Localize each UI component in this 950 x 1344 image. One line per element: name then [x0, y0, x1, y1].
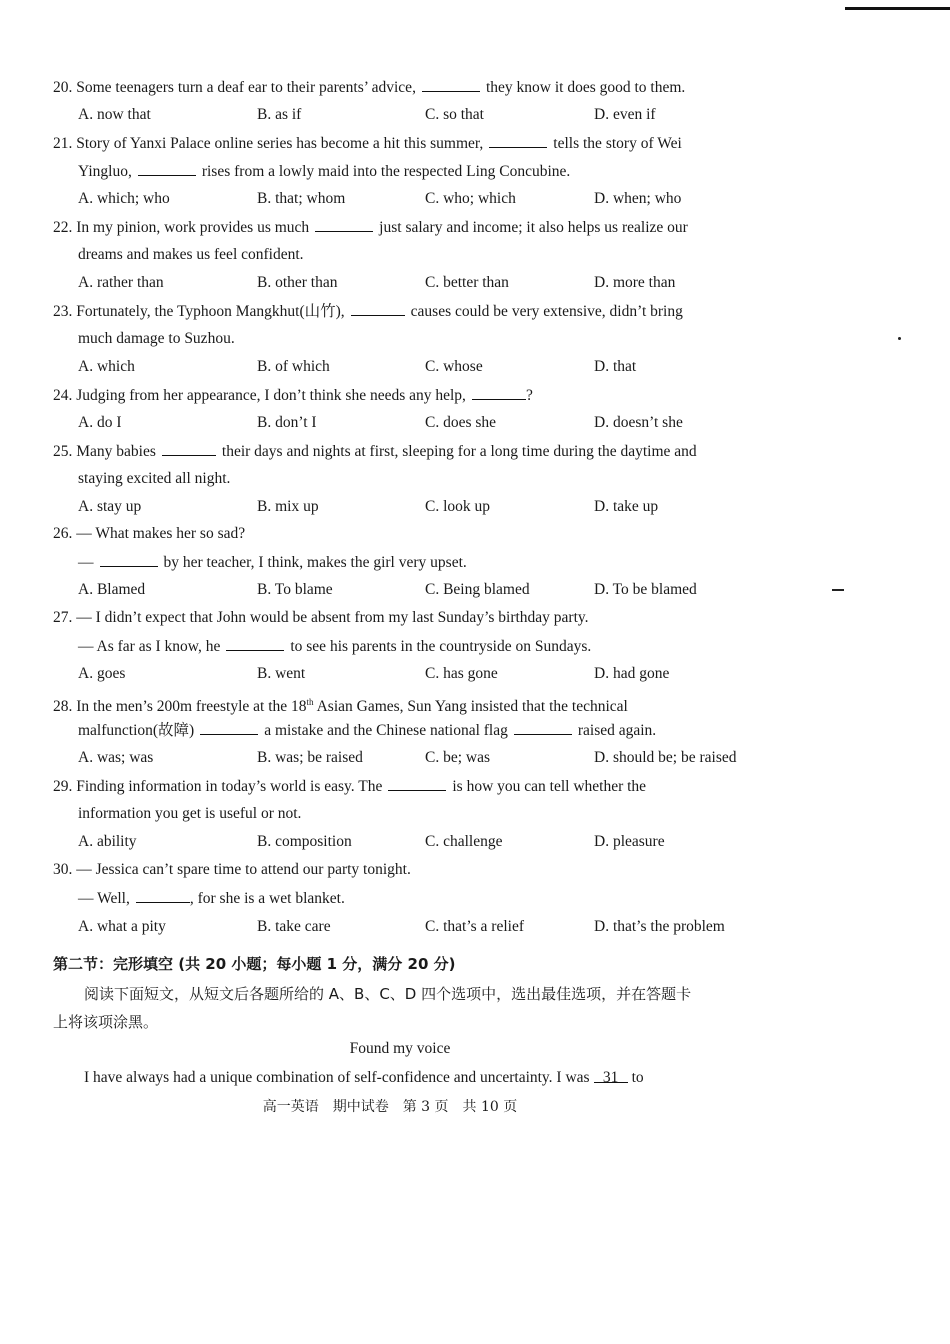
- option-c: C. so that: [425, 106, 484, 123]
- question-30: [53, 860, 753, 880]
- passage-text: I have always had a unique combination of self-confidence and uncertainty. I was: [84, 1069, 590, 1086]
- option-a: A. stay up: [78, 498, 142, 515]
- question-text: —: [78, 554, 94, 571]
- answer-blank: [226, 636, 284, 651]
- question-text: rises from a lowly maid into the respected Ling Concubine.: [201, 163, 571, 180]
- question-text: Fortunately, the Typhoon Mangkhut(山竹),: [76, 303, 345, 320]
- answer-blank: [162, 441, 216, 456]
- option-a: A. do I: [78, 414, 122, 431]
- option-c: C. be; was: [425, 749, 491, 766]
- question-text: Story of Yanxi Palace online series has become a hit this summer,: [76, 135, 484, 152]
- question-text: malfunction(故障): [78, 722, 195, 739]
- section-heading: 第二节：完形填空 (共 20 小题；每小题 1 分，满分 20 分): [53, 955, 456, 973]
- option-b: B. To blame: [257, 581, 333, 598]
- answer-blank: [472, 385, 526, 400]
- ordinal-suffix: th: [306, 697, 314, 707]
- question-number: 23.: [53, 303, 73, 320]
- option-d: D. doesn’t she: [594, 414, 683, 431]
- passage-title: Found my voice: [349, 1040, 451, 1057]
- option-d: D. should be; be raised: [594, 749, 737, 766]
- question-text: just salary and income; it also helps us realize our: [379, 219, 688, 236]
- answer-blank: [315, 217, 373, 232]
- question-text: , for she is a wet blanket.: [189, 890, 345, 907]
- question-text: Some teenagers turn a deaf ear to their parents’ advice,: [76, 79, 416, 96]
- option-a: A. ability: [78, 833, 137, 850]
- section-instruction: 阅读下面短文，从短文后各题所给的 A、B、C、D 四个选项中，选出最佳选项，并在答题卡: [84, 985, 692, 1003]
- option-d: D. To be blamed: [594, 581, 697, 598]
- answer-blank: [200, 720, 258, 735]
- question-number: 27.: [53, 609, 73, 626]
- question-text: a mistake and the Chinese national flag: [264, 722, 508, 739]
- question-25-line-2: staying excited all night.: [78, 470, 231, 487]
- option-d: D. that: [594, 358, 637, 375]
- question-26: [53, 524, 753, 544]
- question-number: 22.: [53, 219, 73, 236]
- page-footer: 高一英语 期中试卷 第 3 页 共 10 页: [262, 1099, 518, 1115]
- question-23: [53, 301, 753, 322]
- answer-blank: [388, 776, 446, 791]
- option-a: A. which; who: [78, 190, 170, 207]
- question-text: Judging from her appearance, I don’t think she needs any help,: [76, 387, 466, 404]
- question-text: they know it does good to them.: [485, 79, 686, 96]
- option-c: C. challenge: [425, 833, 503, 850]
- option-d: D. more than: [594, 274, 676, 291]
- option-a: A. was; was: [78, 749, 154, 766]
- option-c: C. Being blamed: [425, 581, 530, 598]
- answer-blank: [351, 301, 405, 316]
- question-text: Finding information in today’s world is easy. The: [76, 778, 383, 795]
- question-number: 24.: [53, 387, 73, 404]
- option-a: A. now that: [78, 106, 151, 123]
- option-b: B. mix up: [257, 498, 319, 515]
- option-d: D. had gone: [594, 665, 670, 682]
- option-c: C. who; which: [425, 190, 516, 207]
- question-28: [53, 692, 753, 717]
- question-24: [53, 385, 753, 406]
- question-21-line-2: [78, 161, 778, 182]
- question-29-line-2: information you get is useful or not.: [78, 805, 302, 822]
- option-b: B. as if: [257, 106, 302, 123]
- option-a: A. goes: [78, 665, 126, 682]
- option-c: C. whose: [425, 358, 483, 375]
- option-d: D. pleasure: [594, 833, 665, 850]
- option-b: B. that; whom: [257, 190, 346, 207]
- question-25: [53, 441, 753, 462]
- question-number: 28.: [53, 698, 73, 716]
- option-b: B. was; be raised: [257, 749, 363, 766]
- question-number: 29.: [53, 778, 73, 795]
- question-text: their days and nights at first, sleeping for a long time during the daytime and: [221, 443, 697, 460]
- question-text: Asian Games, Sun Yang insisted that the technical: [316, 698, 628, 716]
- answer-blank: [489, 133, 547, 148]
- option-c: C. has gone: [425, 665, 498, 682]
- question-text: — I didn’t expect that John would be absent from my last Sunday’s birthday party.: [76, 609, 589, 626]
- question-30-line-2: [78, 888, 778, 909]
- question-26-line-2: [78, 552, 778, 573]
- answer-blank: [422, 77, 480, 92]
- question-21: [53, 133, 753, 154]
- question-text: causes could be very extensive, didn’t bring: [410, 303, 683, 320]
- option-d: D. take up: [594, 498, 659, 515]
- option-d: D. even if: [594, 106, 656, 123]
- option-a: A. what a pity: [78, 918, 166, 935]
- option-a: A. which: [78, 358, 135, 375]
- option-c: C. better than: [425, 274, 509, 291]
- option-b: B. other than: [257, 274, 338, 291]
- question-29: [53, 776, 753, 797]
- answer-blank: [136, 888, 190, 903]
- question-text: — As far as I know, he: [78, 638, 221, 655]
- question-text: is how you can tell whether the: [452, 778, 647, 795]
- question-text: ?: [525, 387, 533, 404]
- question-27-line-2: [78, 636, 778, 657]
- passage-first-line: [84, 1068, 754, 1088]
- question-text: — Well,: [78, 890, 130, 907]
- scan-dot: [898, 337, 901, 340]
- top-edge-bar: [845, 7, 950, 10]
- option-c: C. that’s a relief: [425, 918, 524, 935]
- answer-blank: [514, 720, 572, 735]
- question-28-line-2: [78, 720, 778, 741]
- question-number: 26.: [53, 525, 73, 542]
- question-text: — Jessica can’t spare time to attend our party tonight.: [76, 861, 411, 878]
- question-text: tells the story of Wei: [553, 135, 682, 152]
- question-text: Yingluo,: [78, 163, 132, 180]
- question-number: 21.: [53, 135, 73, 152]
- option-b: B. don’t I: [257, 414, 317, 431]
- question-number: 25.: [53, 443, 73, 460]
- question-text: to see his parents in the countryside on Sundays.: [290, 638, 592, 655]
- question-text: In my pinion, work provides us much: [76, 219, 310, 236]
- option-d: D. when; who: [594, 190, 682, 207]
- option-a: A. rather than: [78, 274, 164, 291]
- question-text: — What makes her so sad?: [76, 525, 246, 542]
- option-d: D. that’s the problem: [594, 918, 725, 935]
- option-b: B. went: [257, 665, 306, 682]
- question-27: [53, 608, 753, 628]
- question-23-line-2: much damage to Suzhou.: [78, 330, 235, 347]
- question-text: by her teacher, I think, makes the girl very upset.: [163, 554, 467, 571]
- scan-dash: [832, 589, 844, 591]
- question-22: [53, 217, 753, 238]
- question-20: [53, 77, 753, 98]
- option-c: C. look up: [425, 498, 491, 515]
- question-text: In the men’s 200m freestyle at the 18: [76, 698, 307, 716]
- option-b: B. take care: [257, 918, 331, 935]
- answer-blank: [138, 161, 196, 176]
- cloze-blank-number: 31: [594, 1068, 628, 1083]
- question-text: raised again.: [577, 722, 657, 739]
- option-c: C. does she: [425, 414, 497, 431]
- passage-text: to: [631, 1069, 644, 1086]
- question-22-line-2: dreams and makes us feel confident.: [78, 246, 304, 263]
- question-number: 30.: [53, 861, 73, 878]
- section-instruction-cont: 上将该项涂黑。: [53, 1013, 159, 1031]
- question-number: 20.: [53, 79, 73, 96]
- question-text: Many babies: [76, 443, 156, 460]
- option-a: A. Blamed: [78, 581, 146, 598]
- option-b: B. composition: [257, 833, 352, 850]
- answer-blank: [100, 552, 158, 567]
- option-b: B. of which: [257, 358, 330, 375]
